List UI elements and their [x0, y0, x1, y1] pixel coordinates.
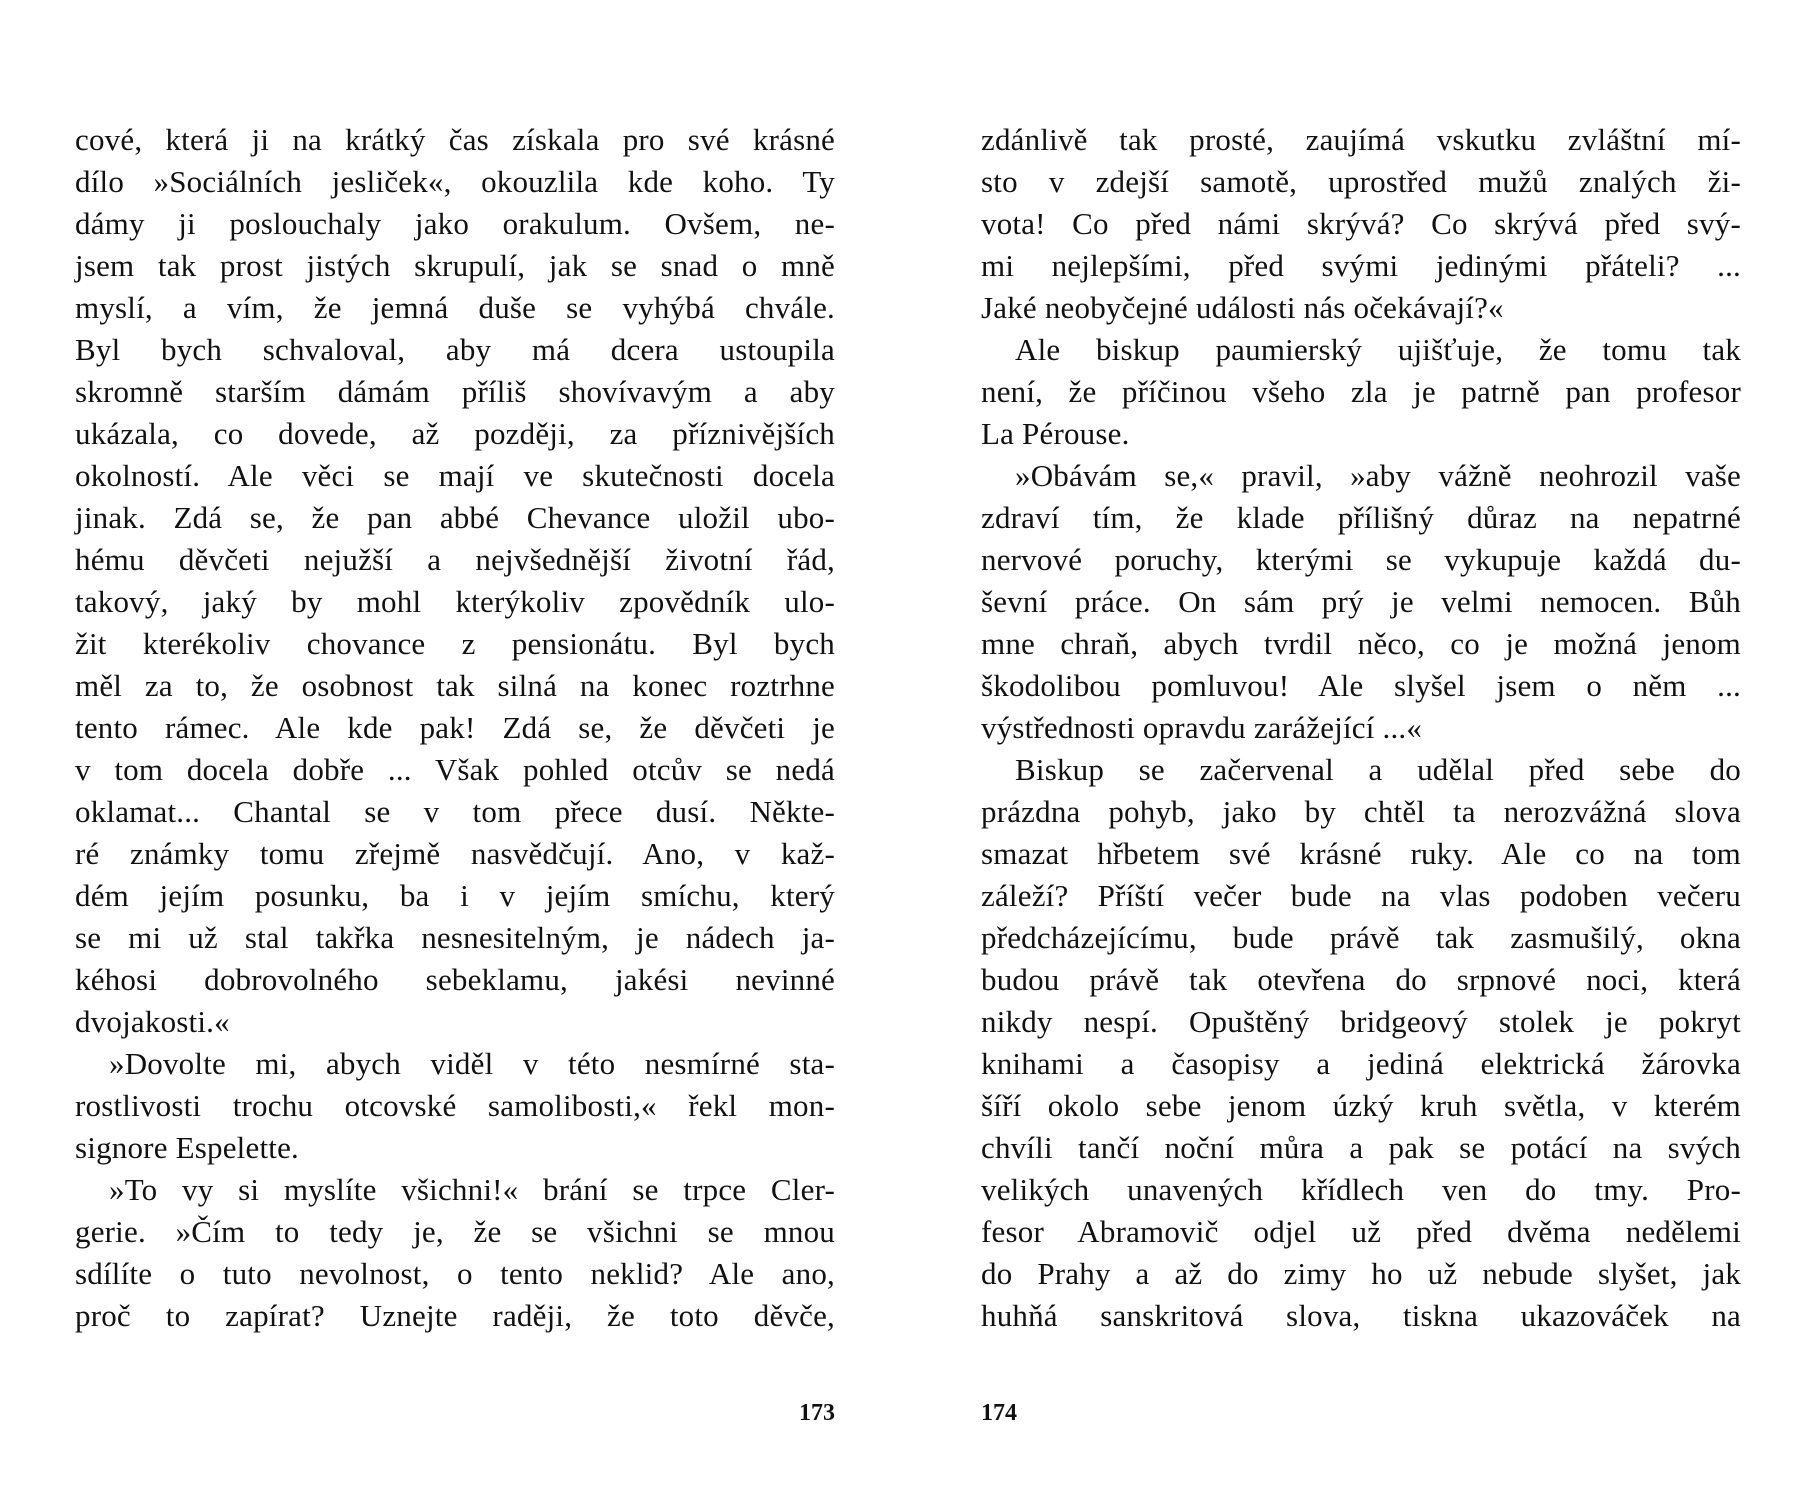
text-line: takový, jaký by mohl kterýkoliv zpovědník ulo- — [75, 584, 835, 619]
text-line: škodolibou pomluvou! Ale slyšel jsem o něm ... — [981, 668, 1741, 703]
text-line: sto v zdejší samotě, uprostřed mužů znalých ži- — [981, 164, 1741, 199]
text-line: »Obávám se,« pravil, »aby vážně neohrozil vaše — [1015, 458, 1741, 493]
right-page-text — [981, 119, 1741, 1337]
text-line: okolností. Ale věci se mají ve skutečnosti docela — [75, 458, 835, 493]
text-line: Byl bych schvaloval, aby má dcera ustoupila — [75, 332, 835, 367]
text-line: jsem tak prost jistých skrupulí, jak se snad o mně — [75, 248, 835, 283]
text-line: není, že příčinou všeho zla je patrně pan profesor — [981, 374, 1741, 409]
text-line: »To vy si myslíte všichni!« brání se trpce Cler- — [109, 1172, 835, 1207]
text-line: »Dovolte mi, abych viděl v této nesmírné sta- — [109, 1046, 835, 1081]
text-line: prázdna pohyb, jako by chtěl ta nerozvážná slova — [981, 794, 1741, 829]
text-line: gerie. »Čím to tedy je, že se všichni se mnou — [75, 1214, 835, 1249]
text-line: chvíli tančí noční můra a pak se potácí na svých — [981, 1130, 1741, 1165]
text-line: se mi už stal takřka nesnesitelným, je nádech ja- — [75, 920, 835, 955]
text-line: nervové poruchy, kterými se vykupuje každá du- — [981, 542, 1741, 577]
text-line: výstřednosti opravdu zarážející ...« — [981, 710, 1423, 745]
text-line: do Prahy a až do zimy ho už nebude slyšet, jak — [981, 1256, 1741, 1291]
text-line: cové, která ji na krátký čas získala pro své krásné — [75, 122, 835, 157]
text-line: rostlivosti trochu otcovské samolibosti,« řekl mon- — [75, 1088, 835, 1123]
text-line: La Pérouse. — [981, 416, 1130, 451]
text-line: dvojakosti.« — [75, 1004, 230, 1039]
text-line: zdraví tím, že klade přílišný důraz na nepatrné — [981, 500, 1741, 535]
text-line: Ale biskup paumierský ujišťuje, že tomu tak — [1015, 332, 1741, 367]
text-line: knihami a časopisy a jediná elektrická žárovka — [981, 1046, 1741, 1081]
text-line: dém jejím posunku, ba i v jejím smíchu, který — [75, 878, 835, 913]
text-line: nikdy nespí. Opuštěný bridgeový stolek je pokryt — [981, 1004, 1741, 1039]
right-page — [906, 0, 1812, 1500]
text-line: sdílíte o tuto nevolnost, o tento neklid? Ale ano, — [75, 1256, 835, 1291]
text-line: mi nejlepšími, před svými jedinými přáteli? ... — [981, 248, 1741, 283]
text-line: myslí, a vím, že jemná duše se vyhýbá chvále. — [75, 290, 835, 325]
text-line: vota! Co před námi skrývá? Co skrývá před svý- — [981, 206, 1741, 241]
text-line: šíří okolo sebe jenom úzký kruh světla, v kterém — [981, 1088, 1741, 1123]
left-page-text — [75, 119, 835, 1337]
text-line: předcházejícímu, bude právě tak zasmušilý, okna — [981, 920, 1741, 955]
text-line: jinak. Zdá se, že pan abbé Chevance uložil ubo- — [75, 500, 835, 535]
text-line: smazat hřbetem své krásné ruky. Ale co na tom — [981, 836, 1741, 871]
text-line: žit kterékoliv chovance z pensionátu. Byl bych — [75, 626, 835, 661]
text-line: budou právě tak otevřena do srpnové noci, která — [981, 962, 1741, 997]
text-line: hému děvčeti nejužší a nejvšednější životní řád, — [75, 542, 835, 577]
text-line: velikých unavených křídlech ven do tmy. Pro- — [981, 1172, 1741, 1207]
text-line: Biskup se začervenal a udělal před sebe do — [1015, 752, 1741, 787]
right-page-number: 174 — [981, 1400, 1017, 1426]
text-line: kéhosi dobrovolného sebeklamu, jakési nevinné — [75, 962, 835, 997]
text-line: ševní práce. On sám prý je velmi nemocen. Bůh — [981, 584, 1741, 619]
text-line: fesor Abramovič odjel už před dvěma nedělemi — [981, 1214, 1741, 1249]
text-line: Jaké neobyčejné události nás očekávají?« — [981, 290, 1504, 325]
text-line: ré známky tomu zřejmě nasvědčují. Ano, v kaž- — [75, 836, 835, 871]
text-line: skromně starším dámám příliš shovívavým a aby — [75, 374, 835, 409]
text-line: signore Espelette. — [75, 1130, 299, 1165]
text-line: měl za to, že osobnost tak silná na konec roztrhne — [75, 668, 835, 703]
text-line: dámy ji poslouchaly jako orakulum. Ovšem, ne- — [75, 206, 835, 241]
text-line: zdánlivě tak prosté, zaujímá vskutku zvláštní mí- — [981, 122, 1741, 157]
text-line: mne chraň, abych tvrdil něco, co je možná jenom — [981, 626, 1741, 661]
text-line: dílo »Sociálních jesliček«, okouzlila kde koho. Ty — [75, 164, 835, 199]
text-line: huhňá sanskritová slova, tiskna ukazováček na — [981, 1298, 1741, 1333]
text-line: v tom docela dobře ... Však pohled otcův se nedá — [75, 752, 835, 787]
text-line: tento rámec. Ale kde pak! Zdá se, že děvčeti je — [75, 710, 835, 745]
text-line: proč to zapírat? Uznejte raději, že toto děvče, — [75, 1298, 835, 1333]
text-line: oklamat... Chantal se v tom přece dusí. Někte- — [75, 794, 835, 829]
text-line: záleží? Příští večer bude na vlas podoben večeru — [981, 878, 1741, 913]
text-line: ukázala, co dovede, až později, za příznivějších — [75, 416, 835, 451]
left-page-number: 173 — [799, 1400, 835, 1426]
